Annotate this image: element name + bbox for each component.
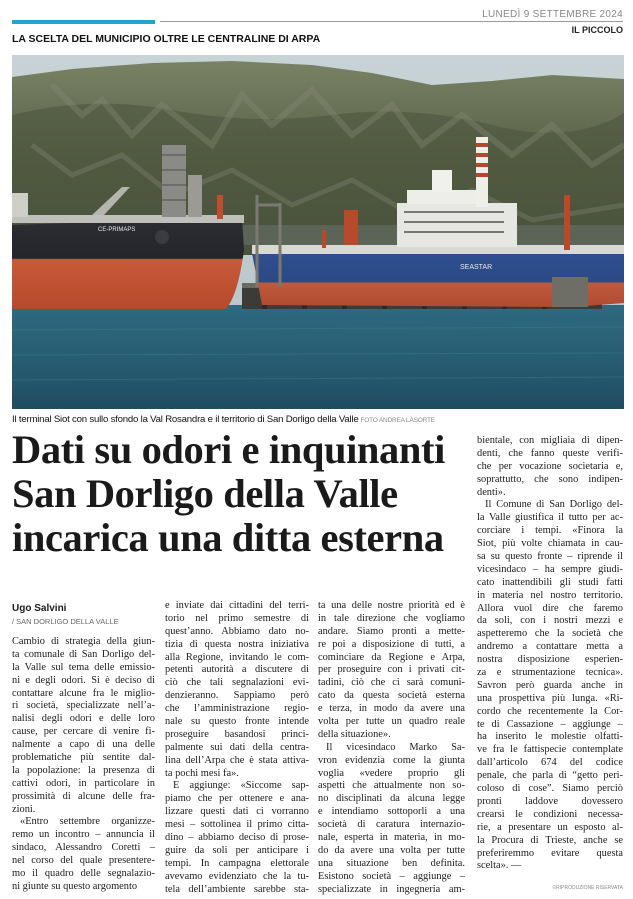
article-text-line: za e strumentazione tecnica». (477, 667, 623, 679)
article-text-line: aspetti che attualmente non so- (318, 780, 465, 792)
article-text-line: denti, che fanno queste verifi- (477, 447, 623, 459)
article-text-line: ta pochi mesi fa». (165, 767, 239, 779)
article-text-line: nale su questo fronte intende (165, 716, 309, 728)
article-text-line: ni e degli odori. Si è deciso di (12, 674, 155, 686)
article-text-line: voglia «vedere proprio gli (318, 767, 465, 779)
headline-line-2: San Dorligo della Valle (12, 471, 398, 516)
article-text-line: ni giunte su questo argomento (12, 880, 138, 892)
article-text-line: in tale direzione che vogliamo (318, 612, 465, 624)
article-text-line: della situazione». (318, 728, 391, 740)
article-text-line: preferiremmo evitare questa (477, 847, 623, 859)
article-text-line: cato inattendibili gli studi fatti (477, 576, 623, 588)
ship-right-name: SEASTAR (460, 264, 493, 271)
article-text-line: problematiche più sentite dal- (12, 752, 155, 764)
photo-caption-text: Il terminal Siot con sullo sfondo la Val Rosandra e il territorio di San Dorligo della Valle (12, 414, 359, 425)
article-text-line: Esistono società – aggiunge – (318, 870, 465, 882)
article-text-line: e inviate dai cittadini del terri- (165, 600, 309, 611)
article-text-line: sindaco, Alessandro Coretti – (12, 842, 155, 854)
article-text-line: tela dell’ambiente sarebbe sta- (165, 883, 309, 895)
article-text-line: pronti laddove dovessero (477, 795, 623, 807)
article-text-line: E aggiunge: «Siccome sap- (173, 780, 309, 792)
article-text-line: specializzate in ingegneria am- (318, 883, 465, 895)
article-text-line: aspetteremo che la società che (477, 628, 623, 640)
article-text-line: e terza, in modo da avere una (318, 703, 465, 715)
header-accent-bar (12, 20, 155, 24)
article-text-line: cause, per cercare di venire fi- (12, 726, 155, 738)
article-text-line: sa su questo fronte – riprende il (477, 551, 623, 563)
article-text-line: penale, che parla di “getto peri- (477, 770, 623, 782)
article-column-1 (12, 636, 155, 894)
article-text-line: lizzare questi dati ci vorranno (165, 806, 309, 818)
article-headline (12, 428, 482, 560)
article-text-line: dall’articolo 674 del codice (477, 757, 623, 769)
article-text-line: rie, a presentare un esposto al- (477, 821, 623, 833)
article-text-line: mo il quadro delle segnalazio- (12, 868, 155, 880)
article-text-line: ve fra le fattispecie contemplate (477, 744, 623, 756)
article-text-line: corciare i tempi. «Finora la (477, 525, 623, 537)
article-text-line: piamo che per ottenere e ana- (165, 793, 309, 805)
article-text-line: la Valle sul tema delle emissio- (12, 661, 155, 673)
photo-credit: FOTO ANDREA LASORTE (360, 417, 435, 424)
article-text-line: per proseguire con i privati cit- (318, 664, 465, 676)
article-text-line: ta comunale di San Dorligo del- (12, 648, 155, 660)
article-text-line: che per vocazione societaria e, (477, 460, 623, 472)
article-photo (12, 55, 624, 409)
article-text-line: te di Cassazione – aggiunge – (477, 718, 623, 730)
article-text-line: tizia di questa nostra iniziativa (165, 638, 309, 650)
article-text-line: cordo che recentemente la Cor- (477, 705, 623, 717)
article-text-line: Il vicesindaco Marko Sa- (326, 741, 465, 753)
article-text-line: da soli, con i nostri mezzi e (477, 615, 623, 627)
article-text-line: avevamo evidenziato che la tu- (165, 870, 309, 882)
newspaper-name: IL PICCOLO (571, 25, 623, 35)
article-text-line: bientale, con migliaia di dipen- (477, 435, 623, 446)
article-text-line: prossimità di alcune delle fra- (12, 790, 155, 802)
dateline-location: / SAN DORLIGO DELLA VALLE (12, 617, 119, 626)
issue-date: LUNEDÌ 9 SETTEMBRE 2024 (482, 9, 623, 20)
headline-line-1: Dati su odori e inquinanti (12, 427, 445, 472)
section-kicker: LA SCELTA DEL MUNICIPIO OLTRE LE CENTRALINE DI ARPA (12, 33, 321, 45)
article-text-line: andremo a contattare metta a (477, 641, 623, 653)
article-text-line: una prospettiva più lunga. «Ri- (477, 692, 623, 704)
article-text-line: do da avere una volta per tutte (318, 844, 465, 856)
article-text-line: no disciplinati da alcuna legge (318, 793, 465, 805)
article-text-line: in materia nel nostro territorio. (477, 589, 623, 601)
article-text-line: e intendiamo sottoporli a una (318, 806, 465, 818)
header-rule (160, 21, 623, 22)
article-text-line: nel corso del quale presentere- (12, 855, 155, 867)
article-text-line: ta una delle nostre priorità ed è (318, 600, 465, 611)
article-text-line: Il Comune di San Dorligo del- (485, 499, 623, 511)
article-text-line: cattivi odori, in particolare in (12, 777, 155, 789)
article-column-3 (318, 600, 465, 896)
article-text-line: tempi. In campagna elettorale (165, 857, 309, 869)
article-text-line: ri società, specializzate nell’a- (12, 700, 155, 712)
article-text-line: nale, esperta in materia, in mo- (318, 832, 465, 844)
article-text-line: denti». (477, 486, 506, 498)
article-text-line: remo un incontro – annuncia il (12, 829, 155, 841)
article-text-line: la Valle giustifica il tutto per ac- (477, 512, 623, 524)
article-text-line: petenti autorità a discutere di (165, 664, 309, 676)
article-text-line: re poi a disposizione di tutti, a (318, 638, 465, 650)
article-text-line: soprattutto, che sono indipen- (477, 473, 623, 485)
article-text-line: zioni. (12, 803, 36, 815)
article-text-line: denzieranno. Sappiamo però (165, 690, 309, 702)
article-text-line: guire da soli per anticipare i (165, 844, 309, 856)
article-text-line: coloso di cose”. Siamo perciò (477, 783, 623, 795)
copyright-notice: ©RIPRODUZIONE RISERVATA (552, 885, 623, 891)
article-text-line: Cambio di strategia della giun- (12, 636, 155, 647)
author-name: Ugo Salvini (12, 603, 67, 614)
article-text-line: società di caratura internazio- (318, 819, 465, 831)
article-text-line: Allora vuol dire che faremo (477, 602, 623, 614)
article-text-line: quest’anno. Abbiamo dato no- (165, 625, 309, 637)
article-text-line: volta per tutte un quadro reale (318, 716, 465, 728)
photo-caption (12, 414, 435, 425)
article-text-line: ha inserito le molestie olfatti- (477, 731, 623, 743)
article-text-line: crearsi le condizioni necessa- (477, 808, 623, 820)
article-text-line: andare. Siamo pronti a mette- (318, 625, 465, 637)
article-text-line: palmente sui dati della centra- (165, 741, 309, 753)
article-text-line: cominciare da Regione e Arpa, (318, 651, 465, 663)
article-text-line: che l’amministrazione regio- (165, 703, 309, 715)
article-text-line: scelta». — (477, 860, 522, 872)
ship-left-name: CE-PRIMAPS (98, 227, 136, 233)
article-text-line: dino – abbiamo deciso di prose- (165, 832, 309, 844)
article-text-line: una situazione ben definita. (318, 857, 465, 869)
article-text-line: Savron però guarda anche in (477, 679, 623, 691)
article-text-line: contattare alcune fra le miglio- (12, 687, 155, 699)
article-text-line: nalmente a capo di una delle (12, 739, 155, 751)
article-text-line: «Entro settembre organizze- (20, 816, 155, 828)
article-text-line: nalisi degli odori e delle loro (12, 713, 155, 725)
article-text-line: lina dell’Arpa che è stata attiva- (165, 754, 309, 766)
article-text-line: la Procura di Trieste, anche se (477, 834, 623, 846)
headline-line-3: incarica una ditta esterna (12, 515, 444, 560)
article-text-line: alla Regione, invitando le com- (165, 651, 309, 663)
article-text-line: vron evidenzia come la giunta (318, 754, 465, 766)
article-text-line: cato da questa società esterna (318, 690, 465, 702)
article-text-line: ciò che tali segnalazioni evi- (165, 677, 309, 689)
article-text-line: torio nel primo semestre di (165, 612, 309, 624)
article-column-4 (477, 435, 623, 873)
article-column-2 (165, 600, 309, 896)
article-text-line: Siot, più volte chiamata in cau- (477, 538, 623, 550)
article-text-line: tadini, ciò che ci sarà comuni- (318, 677, 465, 689)
article-text-line: nostra disposizione esperien- (477, 654, 623, 666)
article-text-line: proseguire basandosi princi- (165, 728, 309, 740)
article-text-line: la popolazione: la presenza di (12, 764, 155, 776)
article-text-line: mesi – sottolinea il primo citta- (165, 819, 309, 831)
article-text-line: vicesindaco – ha sempre giudi- (477, 563, 623, 575)
